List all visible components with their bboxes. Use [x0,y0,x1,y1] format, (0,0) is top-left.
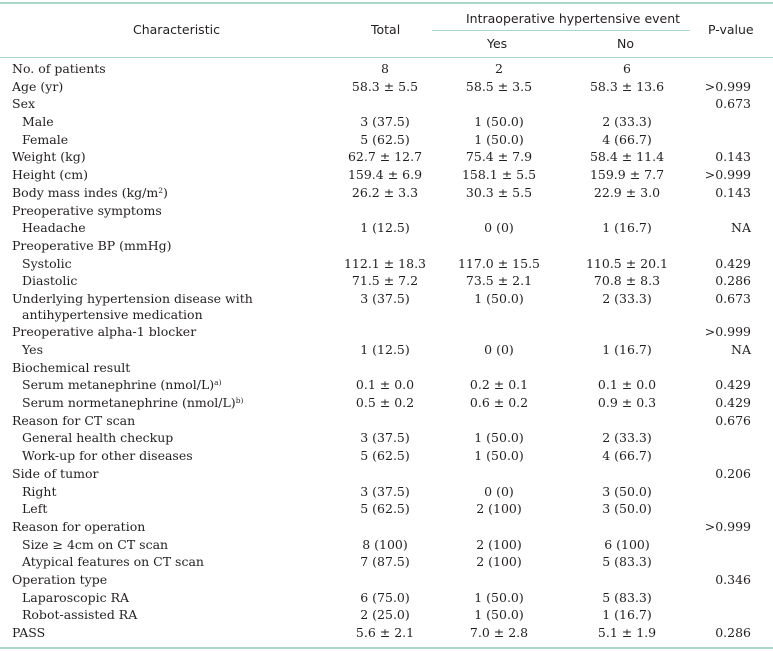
cell-pvalue [691,537,773,555]
table-row [0,607,773,625]
cell-yes [435,238,563,256]
cell-total [335,413,435,431]
cell-yes: 1 (50.0) [474,131,524,147]
header-pvalue: P-value [708,22,754,37]
cell-no: 1 (16.7) [602,220,652,236]
row-label: Age (yr) [12,78,64,94]
cell-yes: 0 (0) [484,483,514,499]
cell-pvalue [691,203,773,221]
cell-total: 8 [381,61,389,76]
cell-total: 0.5 ± 0.2 [355,395,415,411]
cell-pvalue: 0.676 [715,412,751,428]
cell-yes: 75.4 ± 7.9 [465,149,533,165]
table-row [0,324,773,342]
table-row [0,342,773,360]
table-row [0,167,773,185]
table-row [0,554,773,572]
table-row [0,96,773,114]
cell-total: 3 (37.5) [360,290,410,306]
cell-total: 5 (62.5) [360,131,410,147]
table-row [0,501,773,519]
cell-total: 1 (12.5) [360,220,410,236]
cell-no [563,519,691,537]
cell-no [563,203,691,221]
row-label: Preoperative alpha-1 blocker [12,324,197,340]
cell-no: 22.9 ± 3.0 [593,184,661,200]
cell-total [335,466,435,484]
cell-pvalue: >0.999 [704,78,751,94]
cell-yes: 30.3 ± 5.5 [465,184,533,200]
table-row [0,79,773,97]
cell-yes: 1 (50.0) [474,589,524,605]
table-row [0,61,773,79]
cell-pvalue: >0.999 [704,167,751,183]
cell-total: 159.4 ± 6.9 [347,167,423,183]
cell-pvalue [691,132,773,150]
cell-pvalue: 0.673 [715,290,751,306]
cell-yes: 0 (0) [484,220,514,236]
row-label: Side of tumor [12,465,99,481]
table-row [0,430,773,448]
cell-total [335,96,435,114]
cell-yes: 0.6 ± 0.2 [469,395,529,411]
cell-total: 112.1 ± 18.3 [343,255,427,271]
cell-yes [435,466,563,484]
cell-pvalue: 0.206 [715,465,751,481]
cell-no [563,360,691,378]
row-label: Work-up for other diseases [22,448,193,464]
header-group: Intraoperative hypertensive event [466,11,681,26]
cell-pvalue [691,607,773,625]
cell-pvalue [691,114,773,132]
row-label: Systolic [22,255,72,271]
table-row [0,185,773,203]
row-label: General health checkup [22,430,174,446]
row-label: Operation type [12,571,108,587]
cell-no: 6 [623,61,631,76]
cell-no [563,96,691,114]
cell-yes [435,413,563,431]
cell-no: 5 (83.3) [602,554,652,570]
table-row [0,114,773,132]
cell-pvalue [691,448,773,466]
row-label: Serum normetanephrine (nmol/L)$^{b)}$ [22,395,244,411]
cell-pvalue: 0.286 [715,625,751,641]
cell-yes: 73.5 ± 2.1 [465,273,533,289]
cell-pvalue: 0.429 [715,377,751,393]
cell-yes: 1 (50.0) [474,448,524,464]
table-body [0,61,773,643]
row-label: Weight (kg) [12,149,86,165]
cell-no [563,413,691,431]
row-label: Body mass indes $(kg/m^2)$ [12,184,168,200]
cell-no [563,238,691,256]
table-row [0,203,773,221]
table-row [0,256,773,274]
table-row [0,377,773,395]
cell-total: 58.3 ± 5.5 [351,78,419,94]
row-label: Right [22,483,57,499]
cell-total: 7 (87.5) [360,554,410,570]
table-row [0,220,773,238]
cell-total: 5 (62.5) [360,501,410,517]
row-label: Robot-assisted RA [22,607,138,623]
table-row [0,537,773,555]
cell-no [563,324,691,342]
row-label: Height (cm) [12,167,88,183]
cell-yes: 2 (100) [476,501,522,517]
cell-yes [435,572,563,590]
cell-no: 2 (33.3) [602,430,652,446]
cell-total: 5 (62.5) [360,448,410,464]
cell-yes: 1 (50.0) [474,290,524,306]
cell-yes: 2 (100) [476,536,522,552]
header-characteristic: Characteristic [133,22,220,37]
header-no: No [617,36,634,51]
header-total: Total [371,22,401,37]
cell-total: 3 (37.5) [360,114,410,130]
cell-pvalue: NA [731,220,751,236]
cell-total: 2 (25.0) [360,607,410,623]
cell-no: 58.4 ± 11.4 [589,149,665,165]
table-row [0,149,773,167]
table-row [0,238,773,256]
cell-total: 6 (75.0) [360,589,410,605]
cell-yes: 0.2 ± 0.1 [469,377,529,393]
cell-yes: 7.0 ± 2.8 [469,625,529,641]
cell-no: 2 (33.3) [602,114,652,130]
row-label: Size ≥ 4cm on CT scan [22,536,169,552]
cell-total: 3 (37.5) [360,430,410,446]
cell-total: 71.5 ± 7.2 [351,273,419,289]
cell-yes: 1 (50.0) [474,430,524,446]
cell-no: 5.1 ± 1.9 [597,625,657,641]
row-label: Atypical features on CT scan [22,554,204,570]
bottom-rule [0,647,773,649]
top-rule [0,2,773,4]
cell-yes [435,519,563,537]
cell-no: 159.9 ± 7.7 [589,167,665,183]
cell-total: 8 (100) [362,536,408,552]
cell-total: 3 (37.5) [360,483,410,499]
cell-pvalue: >0.999 [704,518,751,534]
cell-pvalue: >0.999 [704,324,751,340]
cell-yes: 117.0 ± 15.5 [457,255,541,271]
cell-pvalue [691,554,773,572]
cell-no: 0.1 ± 0.0 [597,377,657,393]
cell-yes: 2 (100) [476,554,522,570]
cell-total [335,203,435,221]
row-label: PASS [12,625,46,641]
cell-pvalue [691,61,773,79]
cell-pvalue: 0.143 [715,184,751,200]
cell-total [335,324,435,342]
table-row [0,484,773,502]
cell-yes: 1 (50.0) [474,607,524,623]
cell-pvalue: 0.429 [715,395,751,411]
table-row [0,519,773,537]
cell-pvalue [691,501,773,519]
row-label: Sex [12,96,36,112]
cell-yes: 58.5 ± 3.5 [465,78,533,94]
row-label: Laparoscopic RA [22,589,130,605]
cell-no: 4 (66.7) [602,448,652,464]
cell-pvalue: 0.346 [715,571,751,587]
cell-pvalue: 0.286 [715,273,751,289]
header-yes: Yes [487,36,508,51]
cell-no: 6 (100) [604,536,650,552]
row-label: Preoperative BP (mmHg) [12,237,172,253]
table-row [0,625,773,643]
table-row [0,448,773,466]
cell-pvalue: NA [731,342,751,358]
row-label: Yes [22,342,43,358]
table-row [0,291,773,324]
cell-yes: 2 [495,61,503,76]
cell-total: 26.2 ± 3.3 [351,184,419,200]
cell-pvalue [691,430,773,448]
row-label: Underlying hypertension disease with antihypertensive medication [12,290,253,322]
cell-pvalue: 0.673 [715,96,751,112]
cell-total [335,360,435,378]
table-row [0,273,773,291]
row-label: Diastolic [22,273,78,289]
cell-yes: 1 (50.0) [474,114,524,130]
cell-yes [435,360,563,378]
table-row [0,413,773,431]
cell-no: 70.8 ± 8.3 [593,273,661,289]
row-label: Biochemical result [12,359,131,375]
cell-total: 1 (12.5) [360,342,410,358]
cell-no: 3 (50.0) [602,501,652,517]
table-row [0,590,773,608]
cell-pvalue [691,360,773,378]
cell-yes [435,96,563,114]
cell-pvalue [691,484,773,502]
row-label: Serum metanephrine (nmol/L)$^{a)}$ [22,377,222,393]
cell-no [563,572,691,590]
cell-no [563,466,691,484]
cell-total: 0.1 ± 0.0 [355,377,415,393]
cell-yes [435,203,563,221]
table-row [0,132,773,150]
cell-no: 0.9 ± 0.3 [597,395,657,411]
cell-no: 5 (83.3) [602,589,652,605]
cell-total [335,572,435,590]
cell-pvalue: 0.429 [715,255,751,271]
row-label: Reason for CT scan [12,412,136,428]
cell-yes [435,324,563,342]
row-label: Preoperative symptoms [12,202,162,218]
cell-no: 1 (16.7) [602,342,652,358]
group-rule [432,30,690,31]
row-label: Left [22,501,48,517]
table-row [0,395,773,413]
cell-no: 4 (66.7) [602,131,652,147]
row-label: Female [22,131,69,147]
cell-total: 62.7 ± 12.7 [347,149,423,165]
cell-yes: 0 (0) [484,342,514,358]
header-rule [0,57,773,58]
cell-total: 5.6 ± 2.1 [355,625,415,641]
cell-total [335,519,435,537]
row-label: Headache [22,220,86,236]
row-label: No. of patients [12,61,106,76]
cell-no: 1 (16.7) [602,607,652,623]
cell-no: 3 (50.0) [602,483,652,499]
row-label: Reason for operation [12,518,146,534]
table-row [0,466,773,484]
table-row [0,360,773,378]
cell-no: 58.3 ± 13.6 [589,78,665,94]
cell-total [335,238,435,256]
cell-pvalue [691,590,773,608]
cell-pvalue [691,238,773,256]
cell-yes: 158.1 ± 5.5 [461,167,537,183]
row-label: Male [22,114,54,130]
cell-no: 110.5 ± 20.1 [585,255,669,271]
cell-pvalue: 0.143 [715,149,751,165]
table-row [0,572,773,590]
cell-no: 2 (33.3) [602,290,652,306]
